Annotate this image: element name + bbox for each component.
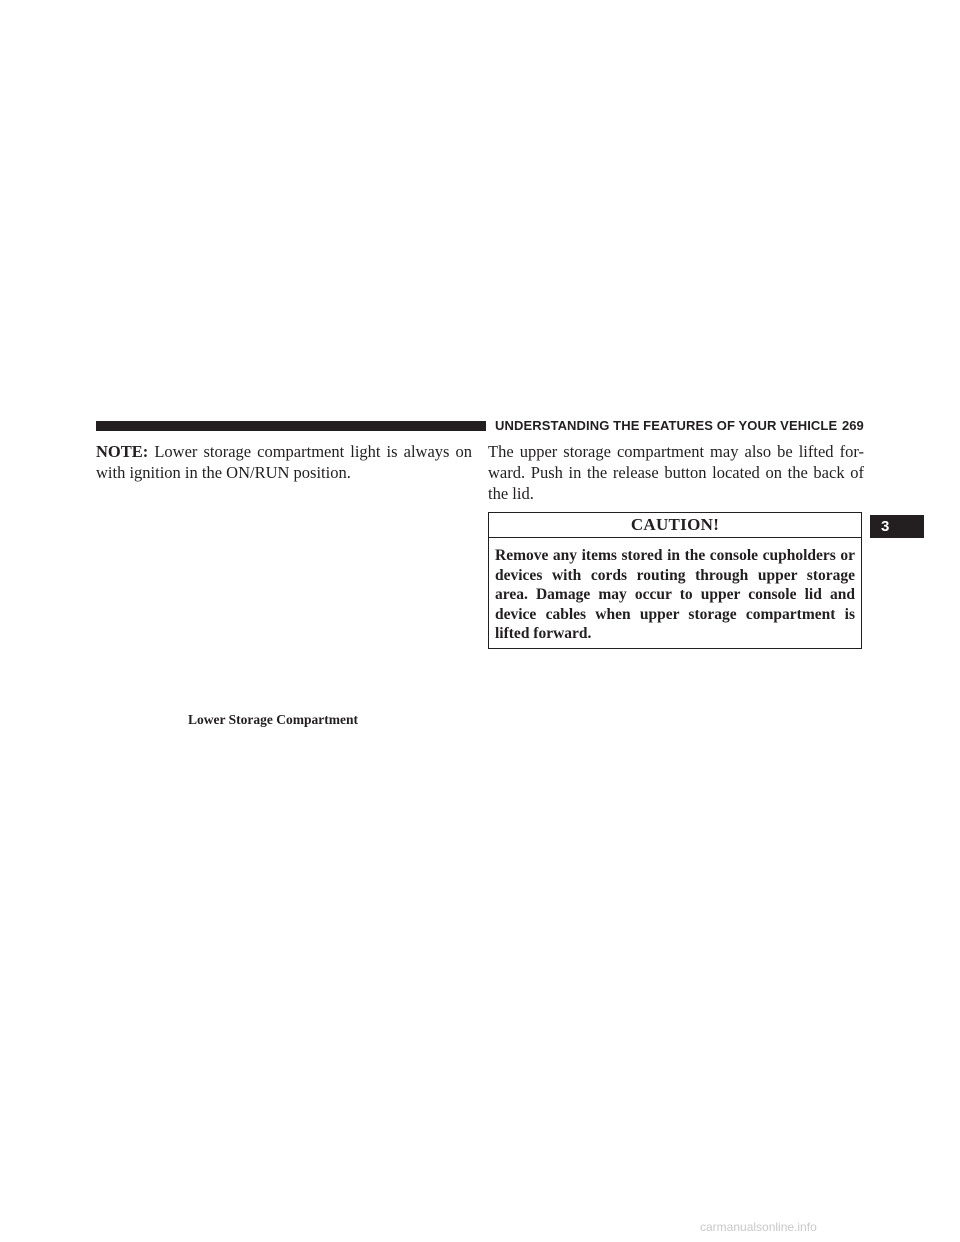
note-paragraph — [96, 441, 472, 483]
section-tab: 3 — [870, 515, 924, 538]
caution-box — [488, 512, 862, 649]
figure-placeholder — [150, 500, 430, 700]
upper-storage-paragraph: The upper storage compartment may also be lifted for-ward. Push in the release button located on the back of the lid. — [488, 442, 864, 503]
page-number: 269 — [842, 418, 864, 433]
header-rule — [96, 421, 486, 431]
running-header-title: UNDERSTANDING THE FEATURES OF YOUR VEHICLE — [495, 418, 838, 433]
figure-caption: Lower Storage Compartment — [188, 712, 358, 727]
note-block — [96, 441, 472, 483]
footer-watermark: carmanualsonline.info — [700, 1220, 817, 1234]
right-column-text — [488, 441, 864, 504]
caution-title: CAUTION! — [630, 515, 720, 534]
note-label: NOTE: — [96, 442, 149, 461]
caution-text: Remove any items stored in the console cupholders or devices with cords routing through upper storage area. Damage may occur to upper console lid and device cables when upper storage compartment is lifted forward. — [495, 547, 855, 642]
caution-header — [489, 513, 861, 538]
note-text: Lower storage compartment light is always on with ignition in the ON/RUN position. — [96, 442, 472, 482]
